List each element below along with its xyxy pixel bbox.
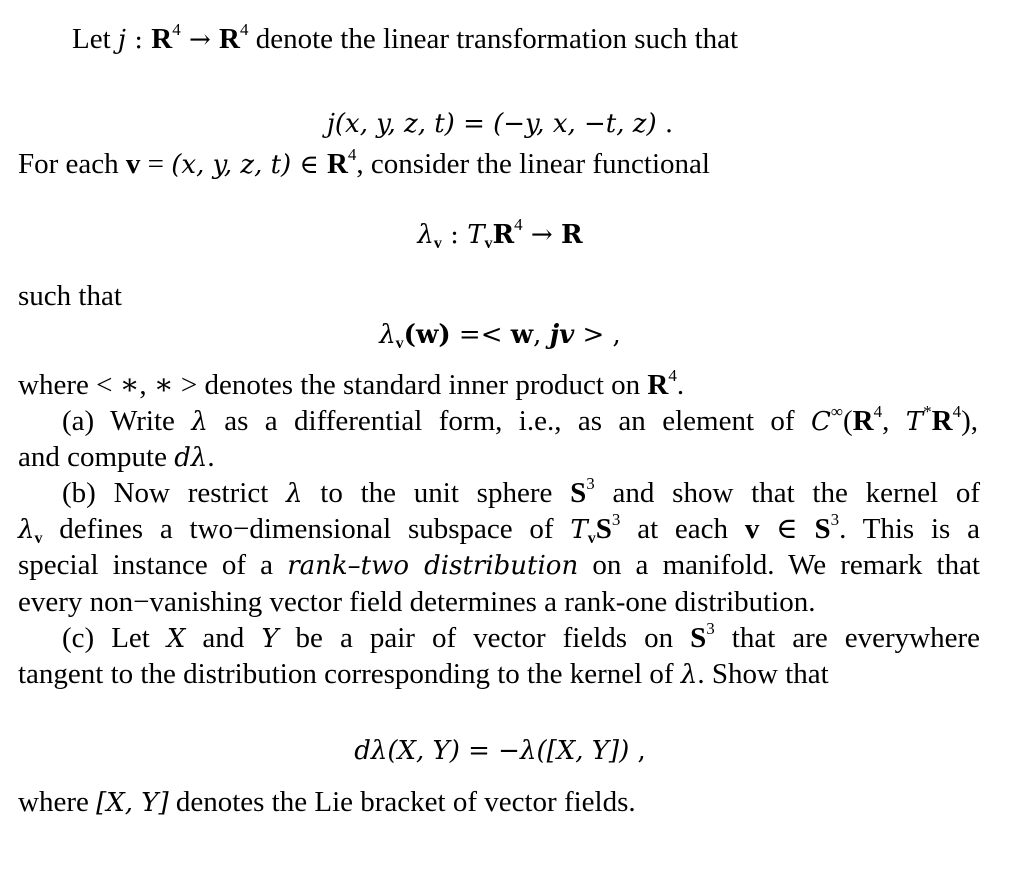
math-tuple: (x, y, z, t) ∈ — [171, 150, 327, 180]
subscript: v — [34, 530, 43, 547]
superscript: 4 — [668, 366, 677, 385]
text: every non−vanishing vector field determines a rank-one distribution. — [18, 586, 816, 618]
text: be a pair of vector fields on — [278, 622, 691, 654]
part-b-line3 — [18, 551, 980, 580]
math-v: v — [744, 513, 760, 545]
superscript: 3 — [586, 474, 595, 493]
superscript: 4 — [873, 402, 883, 421]
equation-j — [0, 109, 1000, 138]
superscript: 4 — [347, 145, 357, 164]
for-each-line — [18, 145, 710, 180]
math-lambda: λ — [18, 515, 35, 545]
math-lambda: λ — [191, 407, 208, 437]
text: (c) Let — [62, 622, 167, 654]
math-lambda: λ — [417, 220, 434, 250]
part-a-line2 — [18, 443, 215, 472]
text: . — [676, 369, 685, 401]
text: . — [207, 441, 215, 473]
part-c-line2 — [18, 660, 829, 689]
math-S: S — [570, 477, 587, 509]
text: For each — [18, 148, 126, 180]
part-c-line1 — [62, 619, 980, 654]
math-j: j — [117, 25, 126, 55]
math-arrow: → — [522, 220, 561, 250]
math-expression: j(x, y, z, t) = (−y, x, −t, z) — [326, 109, 657, 139]
inner-product-line — [18, 366, 685, 401]
superscript: * — [923, 402, 932, 421]
intro-line — [72, 20, 739, 55]
math-T: T — [467, 220, 485, 250]
text: . Show that — [697, 658, 829, 690]
math-v: v — [125, 148, 141, 180]
text: and compute — [18, 441, 175, 473]
superscript: 4 — [952, 402, 962, 421]
math-lambda: λ — [680, 660, 698, 690]
text: ), — [961, 405, 978, 437]
text: such that — [18, 280, 122, 312]
text: at each — [620, 513, 745, 545]
math-R: R — [931, 405, 953, 437]
math-punct: , — [629, 736, 646, 766]
math-R: R — [326, 148, 348, 180]
math-eq: =< — [450, 320, 511, 350]
math-bracket: [X, Y] — [96, 788, 169, 818]
math-R: R — [219, 23, 240, 55]
text: to the unit sphere — [302, 477, 571, 509]
equation-lambda-def — [0, 215, 1000, 252]
math-Y: Y — [261, 624, 279, 654]
text: as a differential form, i.e., as an element of — [207, 405, 811, 437]
math-punct: . — [656, 109, 674, 139]
text: (b) Now restrict — [62, 477, 287, 509]
math-T: T — [570, 515, 588, 545]
text: ∈ — [759, 513, 815, 545]
math-comma: , — [533, 320, 550, 350]
text: tangent to the distribution corresponding to the kernel of — [18, 658, 681, 690]
superscript: 3 — [830, 510, 840, 529]
text: (a) Write — [62, 405, 192, 437]
math-arrow: → — [180, 25, 220, 55]
superscript: 4 — [514, 215, 523, 234]
part-b-line2 — [18, 510, 981, 547]
part-b-line1 — [62, 474, 980, 509]
text: = — [140, 148, 172, 180]
equation-dlambda — [0, 736, 1000, 765]
text: , consider the linear functional — [356, 148, 710, 180]
part-a-line1 — [62, 402, 978, 437]
equation-lambda-w — [0, 320, 1000, 352]
superscript: 4 — [240, 20, 249, 39]
text: defines a two−dimensional subspace of — [42, 513, 571, 545]
text: Let — [72, 23, 118, 55]
math-w: w — [510, 320, 534, 350]
math-dlambda: dλ — [174, 443, 208, 473]
math-C: C — [810, 407, 831, 437]
math-S: S — [690, 622, 707, 654]
math-S: S — [595, 513, 612, 545]
text: ( — [843, 405, 853, 437]
text: special instance of a — [18, 549, 288, 581]
text: on a manifold. We remark that — [578, 549, 980, 581]
math-R: R — [492, 220, 515, 250]
math-R: R — [647, 369, 669, 401]
math-lambda: λ — [379, 320, 396, 350]
math-X: X — [166, 624, 186, 654]
text: and show that the kernel of — [594, 477, 980, 509]
part-b-line4 — [18, 588, 816, 617]
superscript: 4 — [172, 20, 181, 39]
superscript: 3 — [706, 619, 715, 638]
superscript: ∞ — [830, 402, 843, 421]
math-R: R — [852, 405, 874, 437]
subscript: v — [484, 235, 493, 252]
math-lambda: λ — [286, 479, 303, 509]
math-R: R — [151, 23, 173, 55]
text: and — [185, 622, 262, 654]
math-R: R — [560, 220, 583, 250]
text: where < ∗, ∗ > denotes the standard inner product on — [18, 369, 648, 401]
math-S: S — [814, 513, 831, 545]
math-close: > , — [574, 320, 621, 350]
text: denotes the Lie bracket of vector fields. — [168, 786, 636, 818]
text: . This is a — [839, 513, 981, 545]
subscript: v — [587, 530, 596, 547]
math-colon: : — [125, 25, 152, 55]
math-colon: : — [441, 220, 468, 250]
lie-bracket-line — [18, 788, 636, 817]
math-T: T — [905, 407, 924, 437]
text: where — [18, 786, 97, 818]
subscript: v — [395, 335, 404, 352]
subscript: v — [433, 235, 442, 252]
text: , — [882, 405, 906, 437]
emphasis-text: rank–two distribution — [287, 551, 579, 581]
text: denote the linear transformation such that — [248, 23, 739, 55]
superscript: 3 — [611, 510, 621, 529]
math-jv: jv — [549, 320, 575, 350]
math-expression: dλ(X, Y) = −λ([X, Y]) — [354, 736, 630, 766]
such-that-line — [18, 282, 122, 311]
text: that are everywhere — [714, 622, 980, 654]
math-w: (w) — [403, 320, 451, 350]
